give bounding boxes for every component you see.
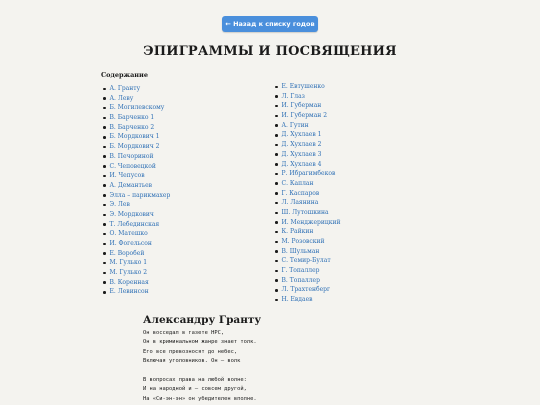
toc-link[interactable]: Д. Хухлаев 1 <box>281 131 322 139</box>
poem-line: Он восседал в газете НРС, <box>143 330 225 336</box>
toc-link[interactable]: С. Каплан <box>281 179 314 187</box>
toc-item <box>275 198 340 208</box>
poem-line: На «Си-эн-эн» он убедителен вполне. <box>143 395 257 402</box>
toc-link[interactable]: С. Чеповецкой <box>109 162 156 170</box>
toc-link[interactable]: В. Барченко 2 <box>109 123 155 131</box>
toc-item <box>103 239 170 249</box>
bullet-icon <box>275 221 278 224</box>
bullet-icon <box>275 115 278 118</box>
bullet-icon <box>103 165 106 168</box>
toc-item <box>103 287 170 297</box>
toc-item <box>275 266 340 276</box>
toc-link[interactable]: Д. Хухлаев 4 <box>281 160 322 168</box>
toc-link[interactable]: А. Леву <box>109 94 134 102</box>
toc-item <box>275 92 340 102</box>
toc-link[interactable]: В. Барченко 1 <box>109 114 155 122</box>
toc-item <box>275 111 340 121</box>
toc-link[interactable]: Е. Левинсон <box>109 288 149 296</box>
bullet-icon <box>103 204 106 207</box>
toc-link[interactable]: Ш. Лутошкина <box>281 208 329 216</box>
bullet-icon <box>103 243 106 246</box>
toc-item <box>103 103 170 113</box>
toc-item <box>103 200 170 210</box>
toc-link[interactable]: Р. Ибрагимбеков <box>281 170 336 178</box>
toc-item <box>103 84 170 94</box>
bullet-icon <box>275 289 278 292</box>
bullet-icon <box>275 279 278 282</box>
bullet-icon <box>275 95 278 98</box>
bullet-icon <box>103 281 106 284</box>
toc-item <box>275 256 340 266</box>
bullet-icon <box>275 163 278 166</box>
toc-item <box>275 121 340 131</box>
bullet-icon <box>275 124 278 127</box>
toc-item <box>103 94 170 104</box>
bullet-icon <box>275 260 278 263</box>
toc-item <box>275 227 340 237</box>
toc-link[interactable]: Д. Хухлаев 3 <box>281 150 322 158</box>
bullet-icon <box>275 212 278 215</box>
toc-item <box>275 295 340 305</box>
toc-item <box>103 278 170 288</box>
bullet-icon <box>275 270 278 273</box>
toc-link[interactable]: А. Гутин <box>281 121 309 129</box>
toc-link[interactable]: Э. Лев <box>109 201 130 209</box>
bullet-icon <box>103 214 106 217</box>
poem-line: Его все превозносят до небес, <box>143 348 238 355</box>
toc-list-right <box>275 82 340 305</box>
bullet-icon <box>103 262 106 265</box>
poem-line: Включая уголовников. Он – волк <box>143 358 241 365</box>
bullet-icon <box>275 231 278 234</box>
toc-item <box>103 142 170 152</box>
toc-item <box>275 150 340 160</box>
bullet-icon <box>275 153 278 156</box>
toc-link[interactable]: Э. Мордкович <box>109 210 154 218</box>
bullet-icon <box>275 250 278 253</box>
toc-item <box>275 169 340 179</box>
toc-item <box>275 130 340 140</box>
bullet-icon <box>275 173 278 176</box>
toc-heading: Содержание <box>101 71 149 79</box>
bullet-icon <box>103 88 106 91</box>
toc-link[interactable]: Элла – парикмахер <box>109 191 171 199</box>
toc-link[interactable]: А. Демантьев <box>109 181 153 189</box>
bullet-icon <box>103 107 106 110</box>
toc-item <box>103 113 170 123</box>
toc-item <box>103 268 170 278</box>
bullet-icon <box>103 136 106 139</box>
toc-link[interactable]: Б. Могилевскому <box>109 104 165 112</box>
toc-item <box>275 276 340 286</box>
poem-body <box>143 329 257 404</box>
toc-link[interactable]: С. Темир-Булат <box>281 257 331 265</box>
toc-item <box>275 189 340 199</box>
bullet-icon <box>103 146 106 149</box>
toc-link[interactable]: И. Губерман <box>281 102 322 110</box>
toc-link[interactable]: О. Матешко <box>109 230 148 238</box>
bullet-icon <box>275 182 278 185</box>
toc-item <box>103 171 170 181</box>
back-to-years-button[interactable]: ← Назад к списку годов <box>222 16 318 32</box>
bullet-icon <box>103 117 106 120</box>
toc-link[interactable]: В. Топаллер <box>281 276 320 284</box>
toc-item <box>103 220 170 230</box>
toc-link[interactable]: Д. Хухлаев 2 <box>281 141 322 149</box>
toc-link[interactable]: Л. Глаз <box>281 92 305 100</box>
toc-link[interactable]: И. Фогельсон <box>109 240 152 247</box>
toc-link[interactable]: Б. Мордкович 1 <box>109 133 160 141</box>
bullet-icon <box>103 155 106 158</box>
toc-item <box>103 258 170 268</box>
toc-item <box>275 179 340 189</box>
bullet-icon <box>275 192 278 195</box>
toc-item <box>275 140 340 150</box>
bullet-icon <box>275 299 278 302</box>
toc-item <box>275 237 340 247</box>
toc-item <box>103 123 170 133</box>
toc-item <box>103 229 170 239</box>
toc-item <box>275 247 340 257</box>
bullet-icon <box>103 126 106 129</box>
toc-link[interactable]: Т. Лебединская <box>109 220 160 228</box>
toc-link[interactable]: В. Коренная <box>109 278 149 286</box>
bullet-icon <box>103 291 106 294</box>
toc-link[interactable]: Б. Мордкович 2 <box>109 143 160 151</box>
bullet-icon <box>275 86 278 89</box>
toc-item <box>103 191 170 201</box>
bullet-icon <box>103 233 106 236</box>
page-title: ЭПИГРАММЫ И ПОСВЯЩЕНИЯ <box>143 44 397 59</box>
toc-item <box>275 82 340 92</box>
toc-link[interactable]: Е. Воробей <box>109 249 145 257</box>
toc-link[interactable]: К. Райкин <box>281 228 314 236</box>
toc-link[interactable]: Л. Трахтенберг <box>281 286 331 294</box>
toc-item <box>103 249 170 259</box>
poem-line: В вопросах права на любой волне: <box>143 376 247 383</box>
toc-item <box>103 152 170 162</box>
toc-item <box>103 162 170 172</box>
toc-item <box>275 208 340 218</box>
bullet-icon <box>103 272 106 275</box>
bullet-icon <box>103 223 106 226</box>
toc-link[interactable]: В. Печориной <box>109 152 154 160</box>
toc-item <box>275 285 340 295</box>
toc-link[interactable]: М. Гулько 1 <box>109 259 148 267</box>
bullet-icon <box>103 252 106 255</box>
stanza-gap <box>143 367 257 376</box>
bullet-icon <box>275 202 278 205</box>
bullet-icon <box>275 241 278 244</box>
toc-link[interactable]: Л. Лаянина <box>281 199 319 207</box>
toc-item <box>103 132 170 142</box>
poem-line: Он в криминальном жанре знает толк. <box>143 339 257 346</box>
toc-link[interactable]: Г. Топаллер <box>281 267 320 275</box>
toc-link[interactable]: Г. Каспаров <box>281 189 320 197</box>
bullet-icon <box>103 194 106 197</box>
toc-link[interactable]: В. Шульман <box>281 247 320 255</box>
bullet-icon <box>103 97 106 100</box>
toc-link[interactable]: Н. Евдаев <box>281 296 313 304</box>
toc-item <box>103 210 170 220</box>
toc-item <box>275 101 340 111</box>
toc-item <box>275 218 340 228</box>
bullet-icon <box>275 134 278 137</box>
toc-link[interactable]: М. Гулько 2 <box>109 269 148 277</box>
toc-link[interactable]: И. Менджерицкий <box>281 218 341 226</box>
toc-link[interactable]: Е. Евтушенко <box>281 83 325 90</box>
toc-link[interactable]: И. Чепусов <box>109 172 145 180</box>
bullet-icon <box>103 175 106 178</box>
toc-item <box>103 181 170 191</box>
toc-link[interactable]: А. Гранту <box>109 85 141 92</box>
bullet-icon <box>275 105 278 108</box>
toc-link[interactable]: И. Губерман 2 <box>281 112 328 120</box>
toc-list-left <box>103 84 170 297</box>
toc-link[interactable]: М. Розовский <box>281 238 325 245</box>
bullet-icon <box>103 184 106 187</box>
bullet-icon <box>275 144 278 147</box>
toc-item <box>275 160 340 170</box>
poem-title: Александру Гранту <box>143 314 262 326</box>
poem-line: И на народной и – совсем другой, <box>143 386 247 393</box>
